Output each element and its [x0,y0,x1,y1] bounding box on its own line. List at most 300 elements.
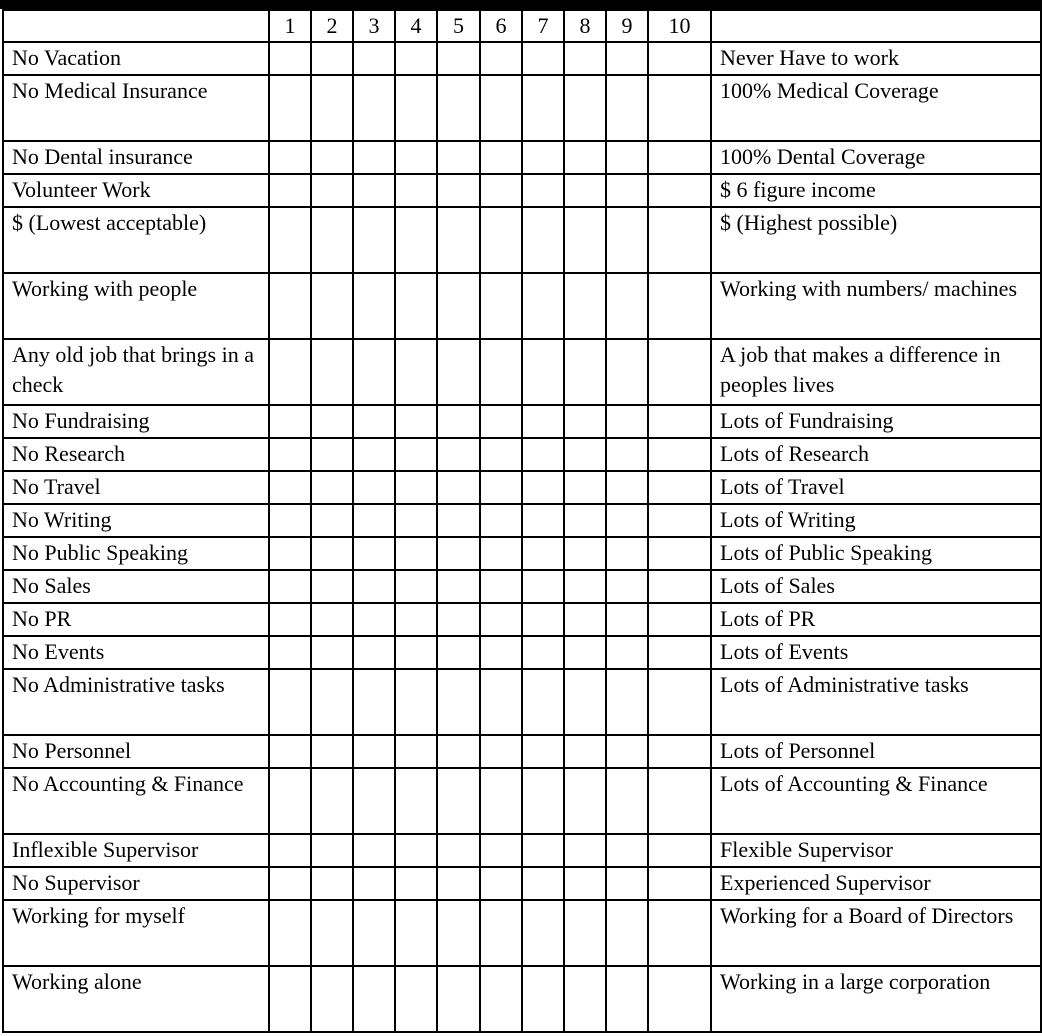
rating-cell-9[interactable] [606,735,648,768]
high-end-label: A job that makes a difference in peoples lives [711,339,1041,405]
rating-cell-10[interactable] [648,669,711,735]
table-row [3,966,1041,1032]
low-end-label: No Dental insurance [3,141,269,174]
rating-cell-2[interactable] [311,669,353,735]
table-row [3,339,1041,405]
rating-cell-9[interactable] [606,768,648,834]
rating-cell-4[interactable] [395,603,437,636]
scale-number-10: 10 [648,10,711,42]
rating-cell-1[interactable] [269,273,311,339]
rating-cell-8[interactable] [564,867,606,900]
low-end-label: No Vacation [3,42,269,75]
rating-cell-1[interactable] [269,900,311,966]
low-end-label: Volunteer Work [3,174,269,207]
rating-cell-1[interactable] [269,834,311,867]
low-end-label: No Travel [3,471,269,504]
rating-cell-8[interactable] [564,966,606,1032]
rating-cell-7[interactable] [522,273,564,339]
rating-cell-9[interactable] [606,834,648,867]
rating-cell-9[interactable] [606,339,648,405]
rating-cell-6[interactable] [480,504,522,537]
rating-cell-10[interactable] [648,405,711,438]
rating-cell-8[interactable] [564,273,606,339]
rating-cell-3[interactable] [353,867,395,900]
low-end-label: No Sales [3,570,269,603]
rating-cell-5[interactable] [437,273,480,339]
low-end-label: Inflexible Supervisor [3,834,269,867]
rating-cell-5[interactable] [437,900,480,966]
rating-cell-10[interactable] [648,867,711,900]
rating-cell-3[interactable] [353,438,395,471]
rating-cell-8[interactable] [564,207,606,273]
low-end-label: Working alone [3,966,269,1032]
rating-cell-3[interactable] [353,174,395,207]
rating-cell-8[interactable] [564,405,606,438]
rating-cell-4[interactable] [395,735,437,768]
rating-cell-7[interactable] [522,75,564,141]
rating-cell-4[interactable] [395,207,437,273]
rating-cell-7[interactable] [522,438,564,471]
rating-cell-3[interactable] [353,966,395,1032]
rating-cell-5[interactable] [437,174,480,207]
rating-cell-2[interactable] [311,735,353,768]
rating-cell-2[interactable] [311,768,353,834]
rating-cell-3[interactable] [353,504,395,537]
rating-cell-1[interactable] [269,141,311,174]
rating-cell-6[interactable] [480,471,522,504]
rating-cell-6[interactable] [480,405,522,438]
rating-cell-2[interactable] [311,636,353,669]
table-row [3,174,1041,207]
table-row [3,207,1041,273]
rating-cell-10[interactable] [648,570,711,603]
high-end-label: Never Have to work [711,42,1041,75]
low-end-label: Working with people [3,273,269,339]
rating-cell-8[interactable] [564,141,606,174]
rating-cell-9[interactable] [606,867,648,900]
rating-cell-9[interactable] [606,141,648,174]
rating-cell-4[interactable] [395,339,437,405]
rating-cell-3[interactable] [353,735,395,768]
rating-cell-1[interactable] [269,669,311,735]
table-row [3,471,1041,504]
rating-cell-10[interactable] [648,141,711,174]
high-end-label: $ 6 figure income [711,174,1041,207]
rating-cell-7[interactable] [522,900,564,966]
rating-cell-8[interactable] [564,834,606,867]
rating-cell-2[interactable] [311,339,353,405]
rating-cell-6[interactable] [480,537,522,570]
rating-cell-1[interactable] [269,570,311,603]
rating-cell-7[interactable] [522,42,564,75]
rating-cell-8[interactable] [564,339,606,405]
table-row [3,42,1041,75]
rating-cell-2[interactable] [311,471,353,504]
low-end-label: No Personnel [3,735,269,768]
rating-cell-8[interactable] [564,669,606,735]
rating-cell-7[interactable] [522,141,564,174]
rating-cell-4[interactable] [395,669,437,735]
rating-cell-5[interactable] [437,471,480,504]
rating-cell-8[interactable] [564,537,606,570]
rating-cell-6[interactable] [480,603,522,636]
table-row [3,735,1041,768]
rating-cell-7[interactable] [522,735,564,768]
left-header-cell [3,10,269,42]
high-end-label: Lots of Accounting & Finance [711,768,1041,834]
rating-cell-3[interactable] [353,42,395,75]
high-end-label: 100% Medical Coverage [711,75,1041,141]
rating-cell-10[interactable] [648,42,711,75]
rating-cell-9[interactable] [606,636,648,669]
rating-cell-6[interactable] [480,966,522,1032]
table-row [3,75,1041,141]
scale-header-row [3,10,1041,42]
rating-cell-4[interactable] [395,273,437,339]
rating-cell-7[interactable] [522,504,564,537]
rating-cell-5[interactable] [437,75,480,141]
rating-cell-5[interactable] [437,438,480,471]
low-end-label: No Research [3,438,269,471]
rating-cell-8[interactable] [564,174,606,207]
rating-cell-9[interactable] [606,471,648,504]
rating-cell-10[interactable] [648,471,711,504]
rating-cell-1[interactable] [269,75,311,141]
rating-cell-2[interactable] [311,537,353,570]
rating-cell-6[interactable] [480,900,522,966]
rating-cell-4[interactable] [395,42,437,75]
scale-number-3: 3 [353,10,395,42]
rating-cell-8[interactable] [564,75,606,141]
rating-cell-7[interactable] [522,537,564,570]
rating-cell-2[interactable] [311,867,353,900]
rating-cell-8[interactable] [564,42,606,75]
rating-cell-3[interactable] [353,900,395,966]
rating-cell-2[interactable] [311,834,353,867]
rating-cell-3[interactable] [353,834,395,867]
high-end-label: Working for a Board of Directors [711,900,1041,966]
table-row [3,570,1041,603]
rating-cell-10[interactable] [648,900,711,966]
rating-cell-6[interactable] [480,867,522,900]
rating-cell-5[interactable] [437,141,480,174]
rating-cell-3[interactable] [353,75,395,141]
rating-cell-2[interactable] [311,900,353,966]
rating-cell-5[interactable] [437,867,480,900]
rating-cell-9[interactable] [606,669,648,735]
rating-cell-10[interactable] [648,174,711,207]
rating-cell-10[interactable] [648,207,711,273]
rating-cell-1[interactable] [269,966,311,1032]
high-end-label: Lots of Administrative tasks [711,669,1041,735]
rating-cell-5[interactable] [437,669,480,735]
low-end-label: No Accounting & Finance [3,768,269,834]
right-header-cell [711,10,1041,42]
rating-cell-6[interactable] [480,570,522,603]
low-end-label: No Administrative tasks [3,669,269,735]
low-end-label: $ (Lowest acceptable) [3,207,269,273]
rating-cell-1[interactable] [269,174,311,207]
rating-cell-9[interactable] [606,75,648,141]
rating-cell-4[interactable] [395,405,437,438]
rating-cell-10[interactable] [648,636,711,669]
rating-cell-2[interactable] [311,570,353,603]
scale-number-6: 6 [480,10,522,42]
rating-cell-5[interactable] [437,966,480,1032]
low-end-label: No Fundraising [3,405,269,438]
rating-cell-1[interactable] [269,438,311,471]
table-row [3,537,1041,570]
rating-cell-10[interactable] [648,75,711,141]
rating-cell-9[interactable] [606,438,648,471]
rating-cell-2[interactable] [311,174,353,207]
rating-cell-6[interactable] [480,339,522,405]
rating-cell-4[interactable] [395,570,437,603]
rating-cell-3[interactable] [353,669,395,735]
high-end-label: 100% Dental Coverage [711,141,1041,174]
rating-cell-7[interactable] [522,603,564,636]
rating-cell-4[interactable] [395,900,437,966]
rating-cell-1[interactable] [269,636,311,669]
rating-cell-9[interactable] [606,603,648,636]
rating-cell-4[interactable] [395,867,437,900]
rating-cell-7[interactable] [522,834,564,867]
table-row [3,438,1041,471]
rating-cell-6[interactable] [480,669,522,735]
rating-cell-4[interactable] [395,438,437,471]
rating-cell-1[interactable] [269,207,311,273]
table-row [3,273,1041,339]
high-end-label: $ (Highest possible) [711,207,1041,273]
rating-cell-3[interactable] [353,768,395,834]
rating-cell-5[interactable] [437,570,480,603]
rating-cell-2[interactable] [311,603,353,636]
rating-cell-6[interactable] [480,207,522,273]
rating-cell-10[interactable] [648,537,711,570]
rating-cell-8[interactable] [564,768,606,834]
rating-cell-3[interactable] [353,207,395,273]
rating-cell-8[interactable] [564,438,606,471]
rating-cell-10[interactable] [648,966,711,1032]
table-row [3,405,1041,438]
rating-cell-6[interactable] [480,174,522,207]
rating-cell-10[interactable] [648,273,711,339]
rating-cell-1[interactable] [269,339,311,405]
rating-cell-2[interactable] [311,438,353,471]
rating-cell-2[interactable] [311,504,353,537]
rating-cell-6[interactable] [480,141,522,174]
rating-cell-10[interactable] [648,339,711,405]
rating-cell-1[interactable] [269,504,311,537]
rating-cell-7[interactable] [522,966,564,1032]
rating-cell-7[interactable] [522,570,564,603]
rating-cell-1[interactable] [269,867,311,900]
rating-cell-5[interactable] [437,339,480,405]
high-end-label: Lots of Fundraising [711,405,1041,438]
rating-cell-3[interactable] [353,471,395,504]
low-end-label: No PR [3,603,269,636]
rating-cell-2[interactable] [311,75,353,141]
rating-cell-8[interactable] [564,570,606,603]
rating-cell-4[interactable] [395,537,437,570]
table-row [3,900,1041,966]
rating-cell-9[interactable] [606,273,648,339]
rating-cell-6[interactable] [480,735,522,768]
table-row [3,669,1041,735]
rating-cell-9[interactable] [606,537,648,570]
low-end-label: Any old job that brings in a check [3,339,269,405]
scale-number-9: 9 [606,10,648,42]
low-end-label: No Supervisor [3,867,269,900]
scale-number-7: 7 [522,10,564,42]
rating-cell-8[interactable] [564,636,606,669]
rating-cell-6[interactable] [480,636,522,669]
low-end-label: No Events [3,636,269,669]
rating-cell-4[interactable] [395,75,437,141]
scale-number-8: 8 [564,10,606,42]
rating-cell-5[interactable] [437,537,480,570]
rating-cell-5[interactable] [437,207,480,273]
high-end-label: Lots of Public Speaking [711,537,1041,570]
preference-scale-table [2,9,1042,1033]
table-row [3,834,1041,867]
rating-cell-1[interactable] [269,42,311,75]
table-row [3,603,1041,636]
rating-cell-3[interactable] [353,603,395,636]
rating-cell-6[interactable] [480,75,522,141]
rating-cell-6[interactable] [480,768,522,834]
rating-cell-9[interactable] [606,174,648,207]
rating-cell-9[interactable] [606,570,648,603]
rating-cell-5[interactable] [437,636,480,669]
rating-cell-6[interactable] [480,834,522,867]
rating-cell-9[interactable] [606,504,648,537]
rating-cell-4[interactable] [395,504,437,537]
rating-cell-4[interactable] [395,471,437,504]
rating-cell-1[interactable] [269,603,311,636]
scale-rows [3,42,1041,1032]
rating-cell-1[interactable] [269,405,311,438]
low-end-label: No Writing [3,504,269,537]
rating-cell-5[interactable] [437,603,480,636]
rating-cell-4[interactable] [395,834,437,867]
rating-cell-5[interactable] [437,42,480,75]
rating-cell-10[interactable] [648,603,711,636]
rating-cell-5[interactable] [437,768,480,834]
rating-cell-10[interactable] [648,735,711,768]
rating-cell-2[interactable] [311,966,353,1032]
rating-cell-3[interactable] [353,570,395,603]
high-end-label: Lots of Writing [711,504,1041,537]
rating-cell-3[interactable] [353,339,395,405]
table-row [3,768,1041,834]
rating-cell-7[interactable] [522,471,564,504]
rating-cell-3[interactable] [353,141,395,174]
rating-cell-6[interactable] [480,438,522,471]
high-end-label: Working with numbers/ machines [711,273,1041,339]
rating-cell-4[interactable] [395,174,437,207]
rating-cell-9[interactable] [606,405,648,438]
rating-cell-4[interactable] [395,966,437,1032]
top-border-bar [0,0,1042,9]
rating-cell-7[interactable] [522,207,564,273]
rating-cell-8[interactable] [564,900,606,966]
rating-cell-7[interactable] [522,636,564,669]
rating-cell-6[interactable] [480,42,522,75]
rating-cell-3[interactable] [353,636,395,669]
high-end-label: Working in a large corporation [711,966,1041,1032]
rating-cell-7[interactable] [522,867,564,900]
scale-number-1: 1 [269,10,311,42]
rating-cell-2[interactable] [311,42,353,75]
scale-number-5: 5 [437,10,480,42]
rating-cell-3[interactable] [353,273,395,339]
rating-cell-2[interactable] [311,405,353,438]
rating-cell-5[interactable] [437,405,480,438]
low-end-label: No Public Speaking [3,537,269,570]
table-row [3,141,1041,174]
rating-cell-2[interactable] [311,273,353,339]
rating-cell-1[interactable] [269,537,311,570]
rating-cell-4[interactable] [395,636,437,669]
high-end-label: Lots of PR [711,603,1041,636]
rating-cell-8[interactable] [564,504,606,537]
rating-cell-10[interactable] [648,504,711,537]
rating-cell-1[interactable] [269,768,311,834]
high-end-label: Lots of Personnel [711,735,1041,768]
rating-cell-7[interactable] [522,339,564,405]
rating-cell-7[interactable] [522,669,564,735]
rating-cell-2[interactable] [311,141,353,174]
rating-cell-4[interactable] [395,768,437,834]
high-end-label: Lots of Travel [711,471,1041,504]
rating-cell-4[interactable] [395,141,437,174]
rating-cell-10[interactable] [648,768,711,834]
high-end-label: Lots of Sales [711,570,1041,603]
high-end-label: Experienced Supervisor [711,867,1041,900]
rating-cell-3[interactable] [353,537,395,570]
rating-cell-9[interactable] [606,207,648,273]
high-end-label: Lots of Research [711,438,1041,471]
table-row [3,636,1041,669]
low-end-label: Working for myself [3,900,269,966]
table-row [3,867,1041,900]
rating-cell-8[interactable] [564,735,606,768]
rating-cell-9[interactable] [606,966,648,1032]
rating-cell-5[interactable] [437,735,480,768]
rating-cell-10[interactable] [648,438,711,471]
rating-cell-8[interactable] [564,603,606,636]
rating-cell-7[interactable] [522,405,564,438]
rating-cell-10[interactable] [648,834,711,867]
rating-cell-3[interactable] [353,405,395,438]
rating-cell-8[interactable] [564,471,606,504]
scale-number-2: 2 [311,10,353,42]
rating-cell-9[interactable] [606,42,648,75]
rating-cell-9[interactable] [606,900,648,966]
rating-cell-1[interactable] [269,471,311,504]
rating-cell-1[interactable] [269,735,311,768]
rating-cell-5[interactable] [437,504,480,537]
low-end-label: No Medical Insurance [3,75,269,141]
rating-cell-7[interactable] [522,174,564,207]
rating-cell-5[interactable] [437,834,480,867]
table-row [3,504,1041,537]
rating-cell-7[interactable] [522,768,564,834]
scale-number-4: 4 [395,10,437,42]
rating-cell-6[interactable] [480,273,522,339]
rating-cell-2[interactable] [311,207,353,273]
